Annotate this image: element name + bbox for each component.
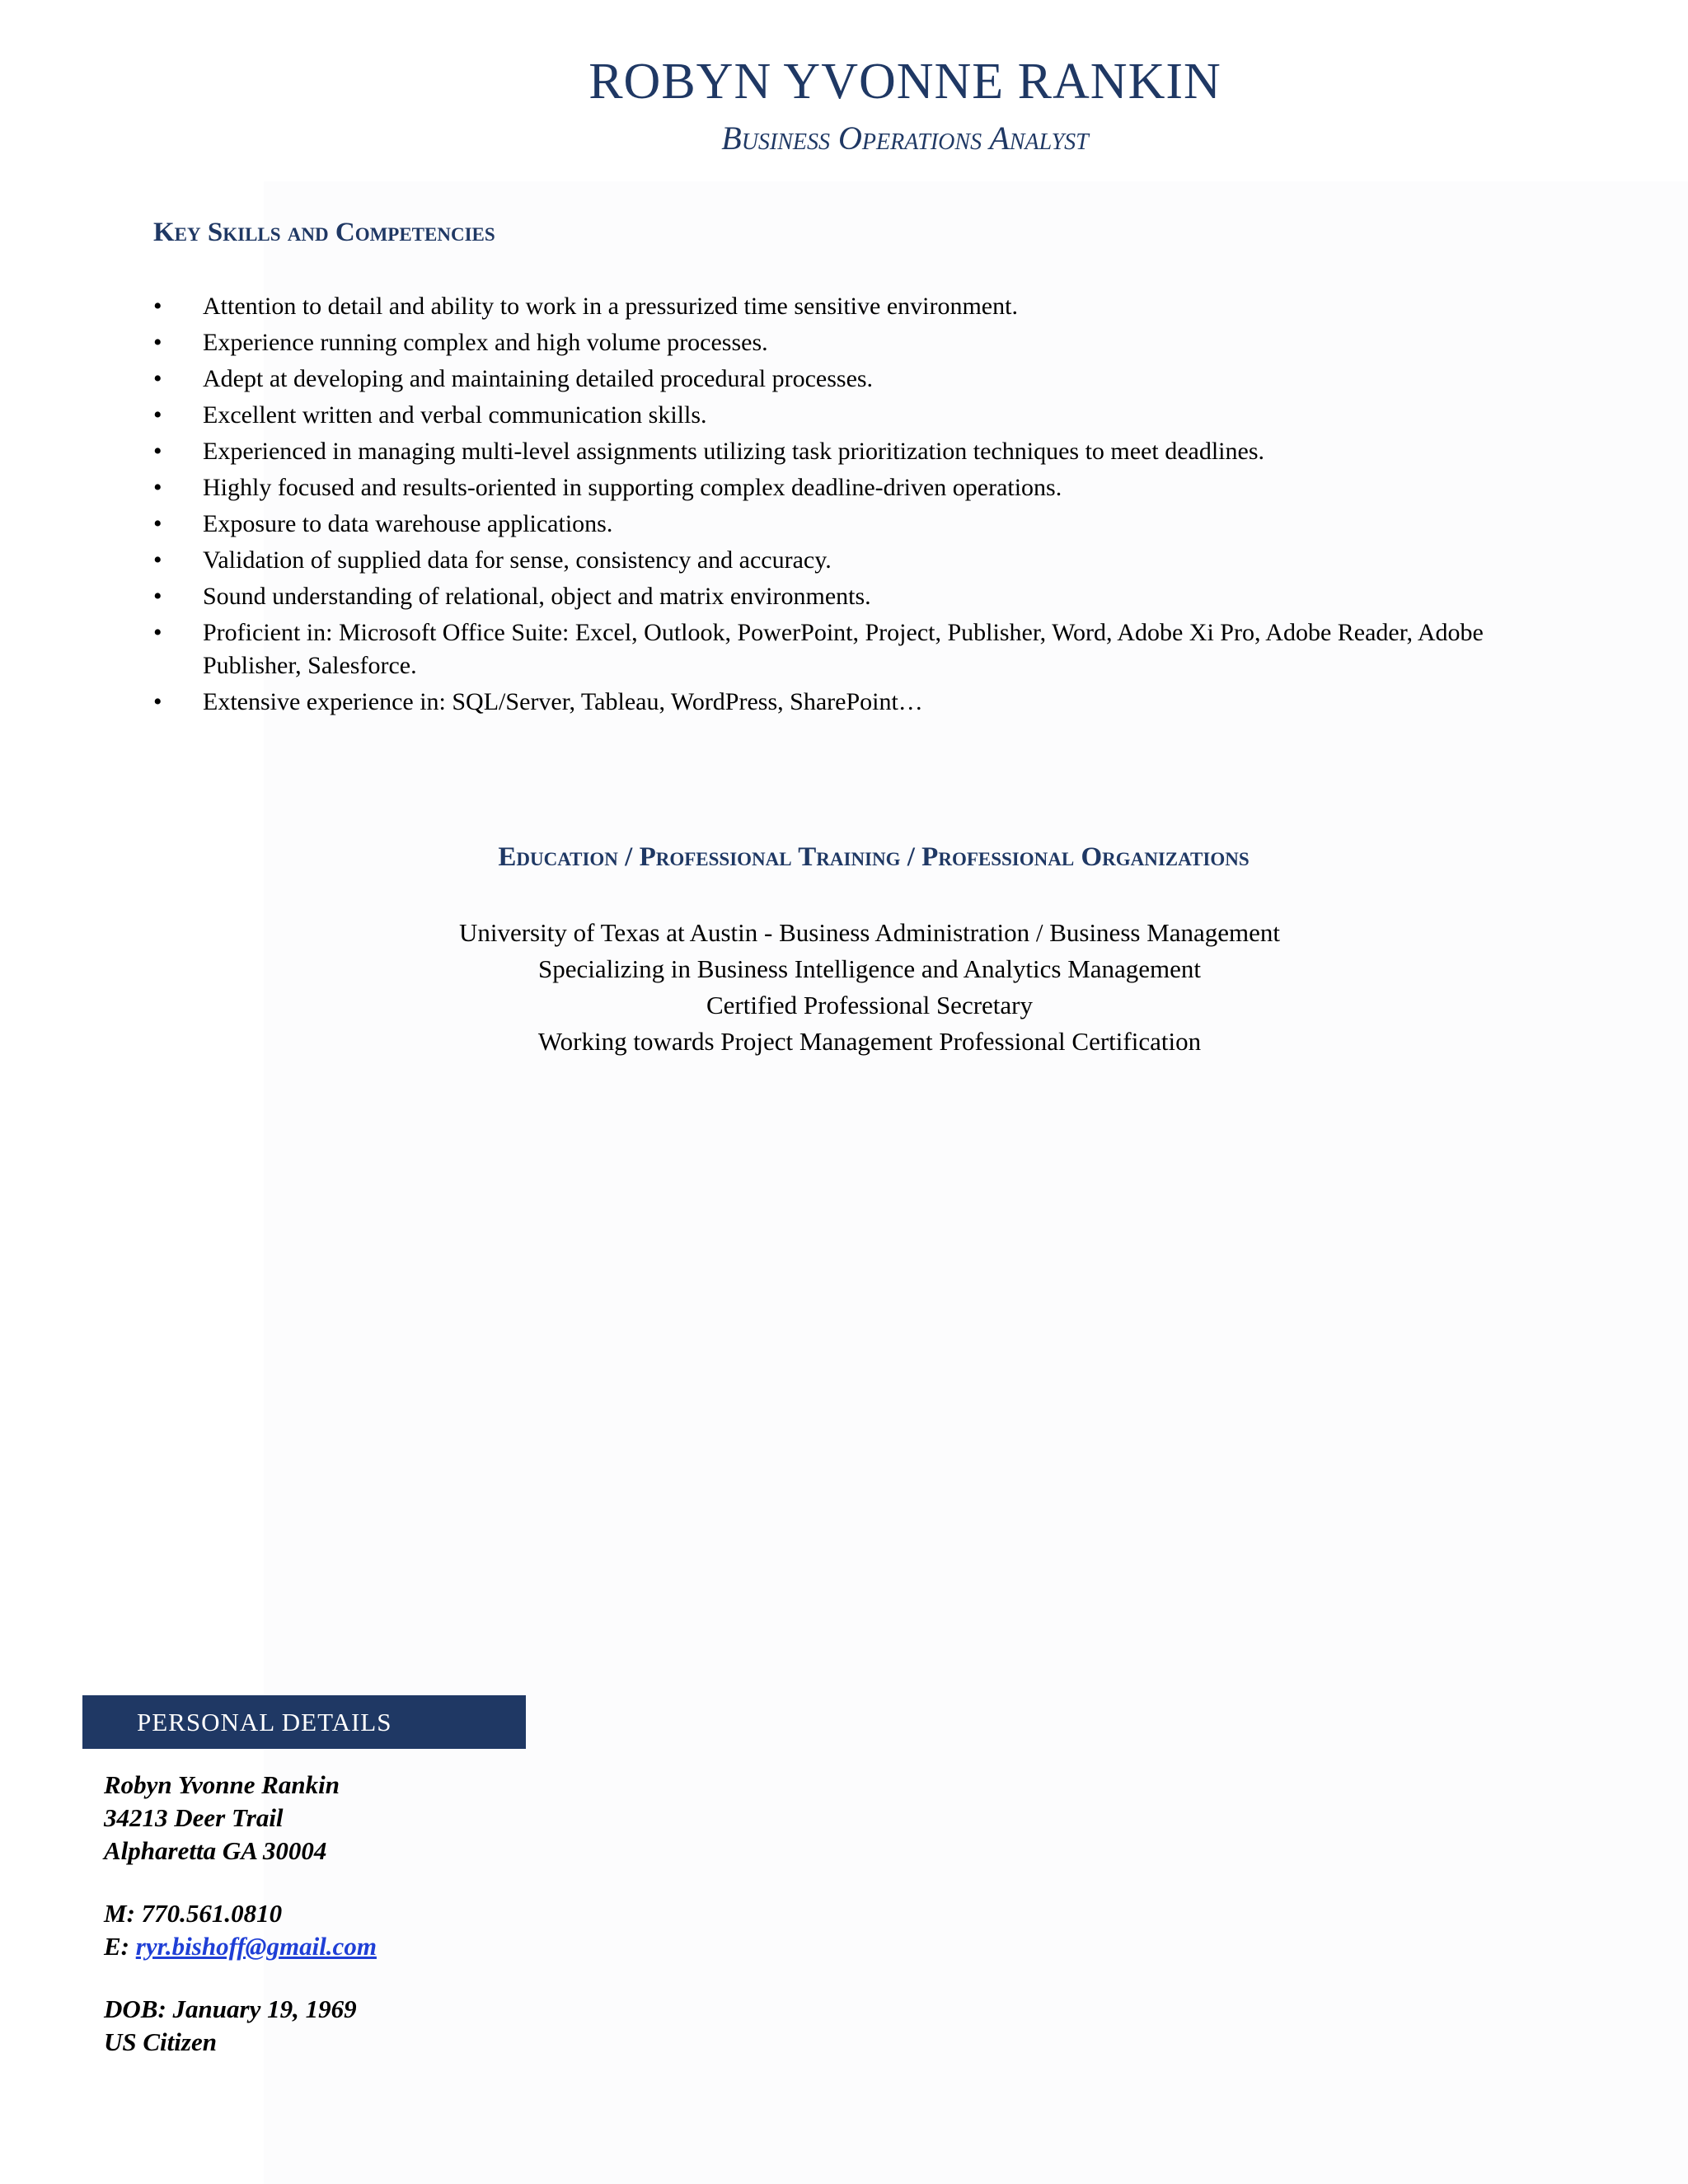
skill-item: • Proficient in: Microsoft Office Suite: Excel, Outlook, PowerPoint, Project, Publisher, Word, Adobe Xi Pro, Adobe Reader, Adobe Publisher, Salesforce. (153, 616, 1587, 682)
skill-item: • Experienced in managing multi-level assignments utilizing task prioritization techniques to meet deadlines. (153, 435, 1587, 468)
education-line: Working towards Project Management Professional Certification (537, 1027, 1202, 1056)
personal-phone: M: 770.561.0810 (104, 1899, 283, 1928)
education-line: University of Texas at Austin - Business Administration / Business Management (458, 918, 1281, 947)
education-line: Specializing in Business Intelligence and Analytics Management (537, 954, 1202, 983)
skill-item: • Experience running complex and high volume processes. (153, 326, 1587, 359)
personal-name: Robyn Yvonne Rankin (104, 1770, 340, 1799)
education-heading: Education / Professional Training / Professional Organizations (498, 842, 1250, 872)
email-link[interactable]: ryr.bishoff@gmail.com (135, 1932, 377, 1961)
email-prefix: E: (104, 1932, 129, 1961)
skill-item: • Exposure to data warehouse applications. (153, 508, 1587, 541)
personal-details-heading: PERSONAL DETAILS (137, 1708, 392, 1736)
personal-dob: DOB: January 19, 1969 (104, 1994, 357, 2023)
resume-job-title: Business Operations Analyst (721, 120, 1089, 157)
skill-item: • Excellent written and verbal communication skills. (153, 399, 1587, 432)
personal-details (104, 1769, 532, 2059)
skill-item: • Validation of supplied data for sense, consistency and accuracy. (153, 544, 1587, 577)
education-list (0, 915, 1688, 1060)
education-line: Certified Professional Secretary (706, 991, 1033, 1019)
skill-item: • Highly focused and results-oriented in supporting complex deadline-driven operations. (153, 471, 1587, 504)
skills-heading: Key Skills and Competencies (153, 218, 495, 247)
personal-street: 34213 Deer Trail (104, 1803, 284, 1832)
personal-email-row (104, 1930, 532, 1963)
skill-item: • Attention to detail and ability to work in a pressurized time sensitive environment. (153, 290, 1587, 323)
skills-list (153, 290, 1587, 722)
skill-item: • Sound understanding of relational, object and matrix environments. (153, 580, 1587, 613)
skill-item: • Adept at developing and maintaining detailed procedural processes. (153, 363, 1587, 396)
spacer (104, 1868, 532, 1897)
personal-citizenship: US Citizen (104, 2027, 217, 2056)
skill-item: • Extensive experience in: SQL/Server, Tableau, WordPress, SharePoint… (153, 686, 1587, 719)
personal-details-banner (82, 1695, 526, 1749)
resume-name: ROBYN YVONNE RANKIN (588, 54, 1221, 110)
spacer (104, 1963, 532, 1993)
personal-city: Alpharetta GA 30004 (104, 1836, 327, 1865)
